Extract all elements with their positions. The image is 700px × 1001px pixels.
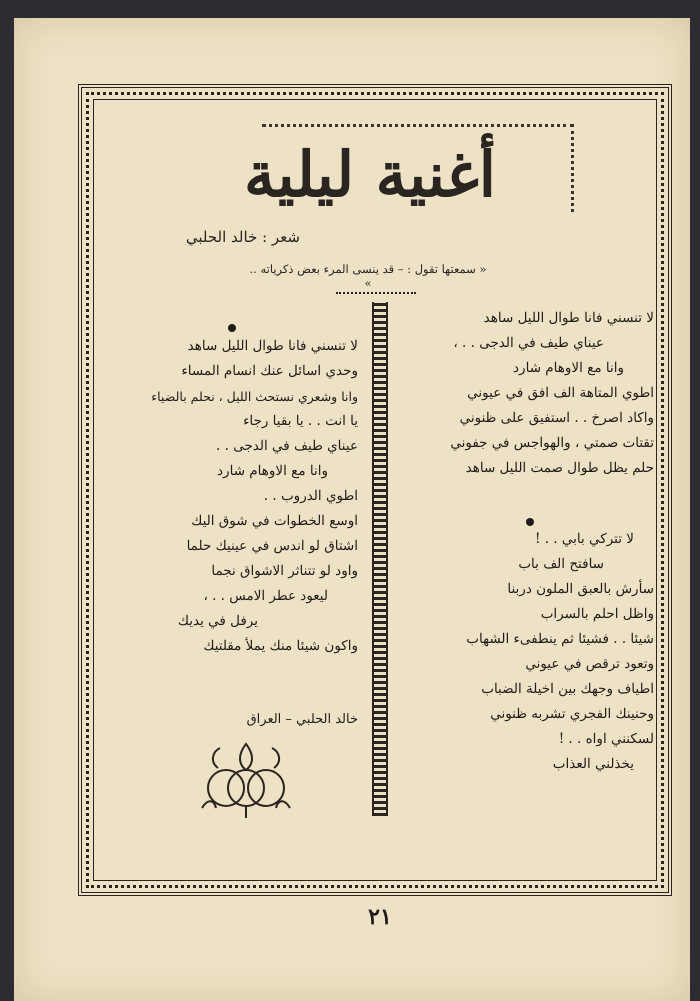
verse-line: حلم يظل طوال صمت الليل ساهد [465,460,654,476]
section-bullet [526,518,534,526]
verse-line: لا تنسني فانا طوال الليل ساهد [483,310,654,326]
verse-line: واكاد اصرخ . . استفيق على ظنوني [459,410,654,426]
verse-line: عيناي طيف في الدجى . . [216,438,358,454]
verse-line: اطياف وجهك بين اخيلة الضباب [481,681,654,697]
verse-line: سافتح الف باب [518,556,604,572]
verse-line: لا تتركي بابي . . ! [534,531,634,547]
verse-line: تقتات صمتي ، والهواجس في جفوني [450,435,654,451]
verse-line: وانا وشعري نستحث الليل ، نحلم بالضياء [151,389,358,404]
page-number: ٢١ [368,904,392,930]
verse-line: واود لو تتناثر الاشواق نجما [211,563,358,579]
section-bullet [228,324,236,332]
verse-line: لا تنسني فانا طوال الليل ساهد [187,338,358,354]
poem-column-right [408,306,654,777]
separator-dots [336,292,416,298]
verse-line: ليعود عطر الامس . . ، [203,588,328,604]
verse-line: وانا مع الاوهام شارد [513,360,624,376]
verse-line: عيناي طيف في الدجى . . ، [453,335,604,351]
verse-line: اطوي الدروب . . [263,488,358,504]
verse-line: وانا مع الاوهام شارد [217,463,328,479]
verse-line: وتعود ترقص في عيوني [525,656,654,672]
floral-ornament-icon [190,738,302,820]
verse-line: سأرش بالعبق الملون دربنا [507,581,654,597]
author-signature: خالد الحلبي – العراق [246,712,358,727]
verse-line: يخذلني العذاب [552,756,634,772]
title-frame-side [565,124,574,212]
poem-column-left [118,334,358,659]
verse-line: اشتاق لو اندس في عينيك حلما [186,538,358,554]
epigraph: « سمعتها تقول : – قد ينسى المرء بعض ذكرياته .. » [249,262,487,290]
poet-credit: شعر : خالد الحلبي [185,228,300,246]
verse-line: يرفل في يديك [177,613,258,629]
verse-line: شيئا . . فشيئا ثم ينطفىء الشهاب [466,631,654,647]
verse-line: وحنينك الفجري تشربه ظنوني [490,706,654,722]
verse-line: وحدي اسائل عنك انسام المساء [181,363,358,379]
verse-line: يا انت . . يا بقيا رجاء [243,413,358,429]
verse-line: واظل احلم بالسراب [540,606,654,622]
verse-line: واكون شيئا منك يملأ مقلتيك [203,638,358,654]
verse-line: لسكنني اواه . . ! [558,731,654,747]
column-divider [372,302,388,816]
verse-line: اوسع الخطوات في شوق اليك [191,513,358,529]
poem-title: أغنية ليلية [244,138,496,211]
verse-line: اطوي المتاهة الف افق في عيوني [467,385,654,401]
